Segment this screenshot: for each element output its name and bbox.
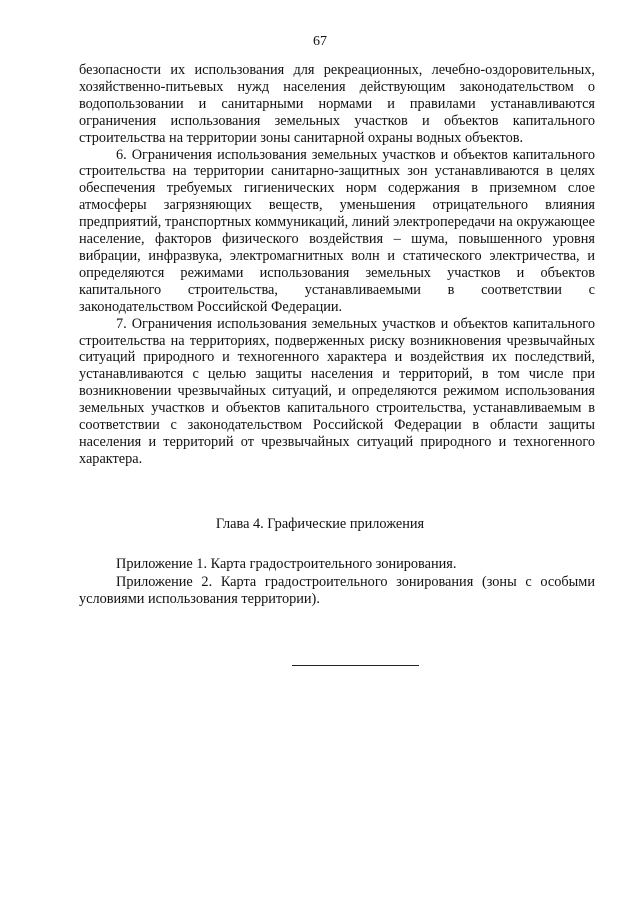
chapter-heading: Глава 4. Графические приложения bbox=[215, 516, 425, 532]
paragraph-item-6: 6. Ограничения использования земельных участков и объектов капитального строительства на территории санитарно-защитных зон устанавливаются в целях обеспечения требуемых гигиенических норм содержания в приземном слое атмосферы загрязняющих веществ, уменьшения отрицательного влияния предприятий, транспортных коммуникаций, линий электропередачи на окружающее население, факторов физического воздействия – шума, повышенного уровня вибрации, инфразвука, электромагнитных волн и статического электричества, и определяются режимами использования земельных участков и объектов капитального строительства, устанавливаемыми в соответствии с законодательством Российской Федерации. bbox=[79, 146, 595, 315]
page-number: 67 bbox=[313, 34, 327, 49]
appendix-item-1: Приложение 1. Карта градостроительного зонирования. bbox=[116, 556, 457, 572]
end-divider bbox=[292, 665, 419, 666]
appendix-list bbox=[79, 556, 595, 609]
paragraph-item-7: 7. Ограничения использования земельных участков и объектов капитального строительства на территориях, подверженных риску возникновения чрезвычайных ситуаций природного и техногенного характера и воздействия их последствий, устанавливаются с целью защиты населения и территорий, в том числе при возникновении чрезвычайных ситуаций, и определяются режимом использования земельных участков и объектов капитального строительства, устанавливаемым в соответствии с законодательством Российской Федерации в области защиты населения и территорий от чрезвычайных ситуаций природного и техногенного характера. bbox=[79, 315, 595, 467]
paragraph-continuation: безопасности их использования для рекреационных, лечебно-оздоровительных, хозяйственно-питьевых нужд населения действующим законодательством о водопользовании и санитарными нормами и правилами устанавливаются ограничения использования земельных участков и объектов капитального строительства на территории зоны санитарной охраны водных объектов. bbox=[79, 62, 595, 146]
appendix-item-2: Приложение 2. Карта градостроительного зонирования (зоны с особыми условиями использования территории). bbox=[79, 573, 595, 607]
body-text bbox=[79, 62, 595, 468]
